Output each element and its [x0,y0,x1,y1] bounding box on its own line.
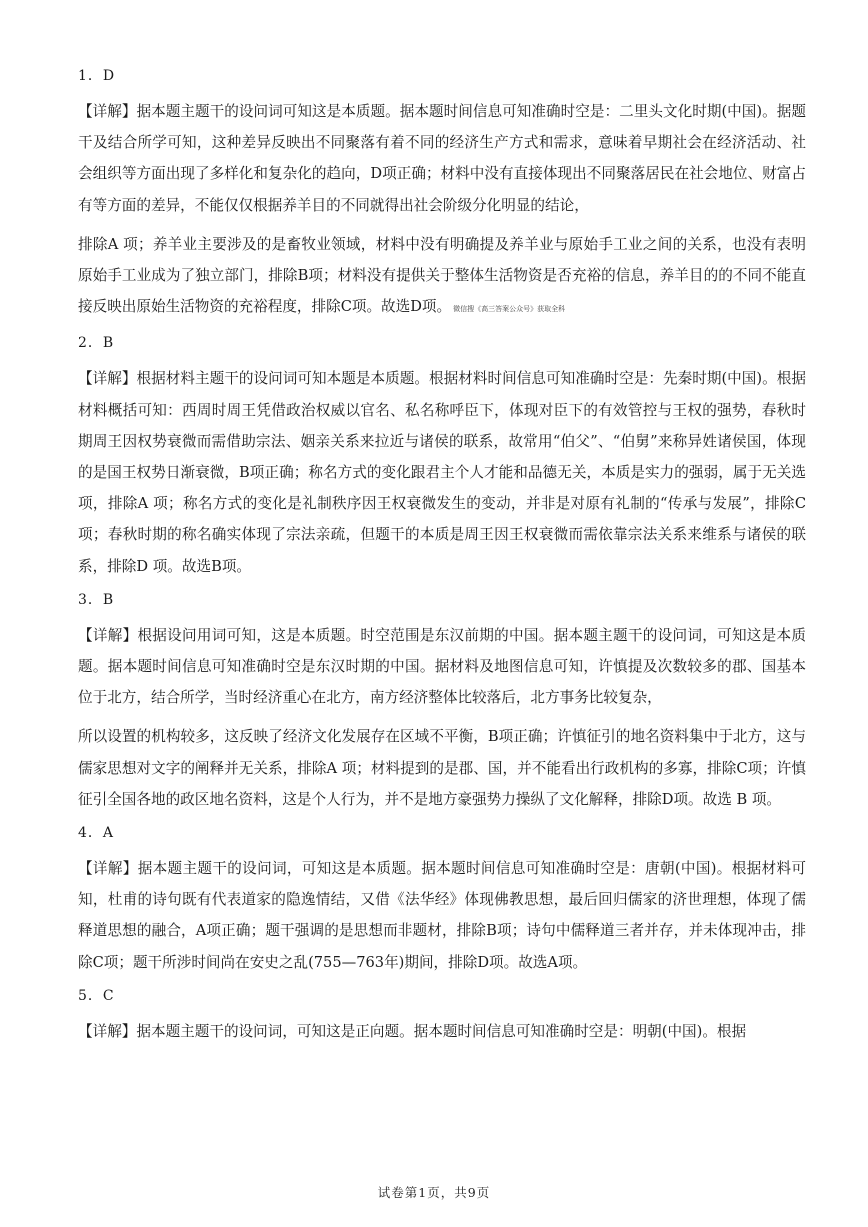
explanation-paragraph: 【详解】据本题主题干的设问词，可知这是正向题。据本题时间信息可知准确时空是：明朝(中国)。根据 [78,1022,747,1040]
question-number: 3．B [78,591,115,608]
explanation-paragraph: 【详解】据本题主题干的设问词可知这是本质题。据本题时间信息可知准确时空是：二里头文化时期(中国)。据题干及结合所学可知，这种差异反映出不同聚落有着不同的经济生产方式和需求，意味着早期社会在经济活动、社会组织等方面出现了多样化和复杂化的趋向，D项正确；材料中没有直接体现出不同聚落居民在社会地位、财富占有等方面的差异，不能仅仅根据养羊目的不同就得出社会阶级分化明显的结论， [78,103,806,214]
watermark-text: 微信搜《高三答案公众号》获取全科 [453,305,566,314]
explanation-paragraph: 所以设置的机构较多，这反映了经济文化发展存在区域不平衡，B项正确；许慎征引的地名资料集中于北方，这与儒家思想对文字的阐释并无关系，排除A 项；材料提到的是郡、国，并不能看出行政机构的多寡，排除C项；许慎征引全国各地的政区地名资料，这是个人行为，并不是地方豪强势力操纵了文化解释，排除D项。故选 B 项。 [78,728,806,808]
explanation-paragraph: 【详解】根据设问用词可知，这是本质题。时空范围是东汉前期的中国。据本题主题干的设问词，可知这是本质题。据本题时间信息可知准确时空是东汉时期的中国。据材料及地图信息可知，许慎提及次数较多的郡、国基本位于北方，结合所学，当时经济重心在北方，南方经济整体比较落后，北方事务比较复杂， [78,626,806,707]
explanation-text: 排除A 项；养羊业主要涉及的是畜牧业领域，材料中没有明确提及养羊业与原始手工业之间的关系，也没有表明原始手工业成为了独立部门，排除B项；材料没有提供关于整体生活物资是否充裕的信息，养羊目的的不同不能直接反映出原始生活物资的充裕程度，排除C项。故选D项。 [78,235,806,316]
page-footer: 试卷第1页，共9页 [377,1185,491,1200]
question-number: 4．A [78,825,115,842]
explanation-paragraph: 【详解】根据材料主题干的设问词可知本题是本质题。根据材料时间信息可知准确时空是：先秦时期(中国)。根据材料概括可知：西周时周王凭借政治权威以官名、私名称呼臣下，体现对臣下的有效管控与王权的强势，春秋时期周王因权势衰微而需借助宗法、姻亲关系来拉近与诸侯的联系，故常用“伯父”、“伯舅”来称异姓诸侯国，体现的是国王权势日渐衰微，B项正确；称名方式的变化跟君主个人才能和品德无关，本质是实力的强弱，属于无关选项，排除A 项；称名方式的变化是礼制秩序因王权衰微发生的变动，并非是对原有礼制的“传承与发展”，排除C项；春秋时期的称名确实体现了宗法亲疏，但题干的本质是周王因王权衰微而需依靠宗法关系来维系与诸侯的联系，排除D 项。故选B项。 [78,370,806,575]
explanation-paragraph: 【详解】据本题主题干的设问词，可知这是本质题。据本题时间信息可知准确时空是：唐朝(中国)。根据材料可知，杜甫的诗句既有代表道家的隐逸情结，又借《法华经》体现佛教思想，最后回归儒家的济世理想，体现了儒释道思想的融合，A项正确；题干强调的是思想而非题材，排除B项；诗句中儒释道三者并存，并未体现冲击，排除C项；题干所涉时间尚在安史之乱(755—763年)期间，排除D项。故选A项。 [78,860,806,971]
answer-content [78,66,806,1055]
question-number: 5．C [78,987,115,1004]
question-number: 1．D [78,68,116,84]
question-number: 2．B [78,335,115,352]
explanation-paragraph [78,229,806,326]
